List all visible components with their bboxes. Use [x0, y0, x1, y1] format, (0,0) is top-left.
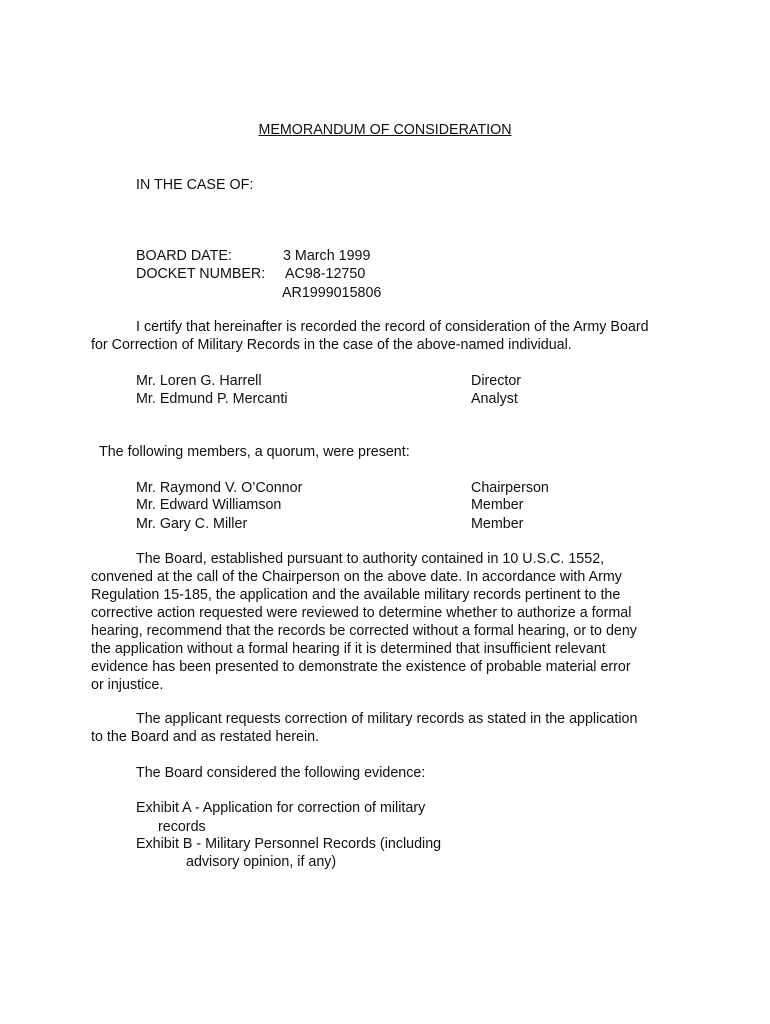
board-date-label: BOARD DATE:	[136, 248, 232, 264]
exhibit-a-line-2: records	[158, 819, 206, 835]
member-name: Mr. Raymond V. O’Connor	[136, 480, 303, 496]
member-role: Chairperson	[471, 480, 549, 496]
exhibit-a-line-1: Exhibit A - Application for correction of military	[136, 800, 426, 816]
evidence-label: The Board considered the following evidence:	[136, 765, 426, 781]
docket-number-label: DOCKET NUMBER:	[136, 266, 266, 282]
document-title: MEMORANDUM OF CONSIDERATION	[258, 122, 512, 138]
staff-role: Director	[471, 373, 522, 389]
board-paragraph	[91, 550, 691, 694]
case-label: IN THE CASE OF:	[136, 177, 254, 193]
docket-number-value: AC98-12750	[285, 266, 366, 282]
applicant-paragraph	[91, 710, 691, 746]
board-line: the application without a formal hearing if it is determined that insufficient relevant	[91, 641, 606, 657]
board-line: evidence has been presented to demonstrate the existence of probable material error	[91, 659, 631, 675]
member-role: Member	[471, 497, 524, 513]
member-role: Member	[471, 516, 524, 532]
board-line: The Board, established pursuant to authority contained in 10 U.S.C. 1552,	[136, 551, 605, 567]
board-line: Regulation 15-185, the application and the available military records pertinent to the	[91, 587, 621, 603]
board-line: hearing, recommend that the records be corrected without a formal hearing, or to deny	[91, 623, 637, 639]
applicant-line-2: to the Board and as restated herein.	[91, 729, 320, 745]
member-name: Mr. Gary C. Miller	[136, 516, 248, 532]
board-line: convened at the call of the Chairperson on the above date. In accordance with Army	[91, 569, 622, 585]
certify-line-1: I certify that hereinafter is recorded the record of consideration of the Army Board	[136, 319, 649, 335]
quorum-label: The following members, a quorum, were present:	[99, 444, 410, 460]
board-date-value: 3 March 1999	[283, 248, 371, 264]
exhibit-b-line-1: Exhibit B - Military Personnel Records (including	[136, 836, 442, 852]
staff-name: Mr. Loren G. Harrell	[136, 373, 262, 389]
member-name: Mr. Edward Williamson	[136, 497, 282, 513]
exhibit-b-line-2: advisory opinion, if any)	[186, 854, 337, 870]
certify-line-2: for Correction of Military Records in the case of the above-named individual.	[91, 337, 572, 353]
staff-role: Analyst	[471, 391, 518, 407]
docket-number-value-secondary: AR1999015806	[282, 285, 382, 301]
board-line: or injustice.	[91, 677, 164, 693]
board-line: corrective action requested were reviewed to determine whether to authorize a formal	[91, 605, 632, 621]
staff-name: Mr. Edmund P. Mercanti	[136, 391, 288, 407]
certify-paragraph	[91, 318, 691, 354]
applicant-line-1: The applicant requests correction of military records as stated in the application	[136, 711, 638, 727]
